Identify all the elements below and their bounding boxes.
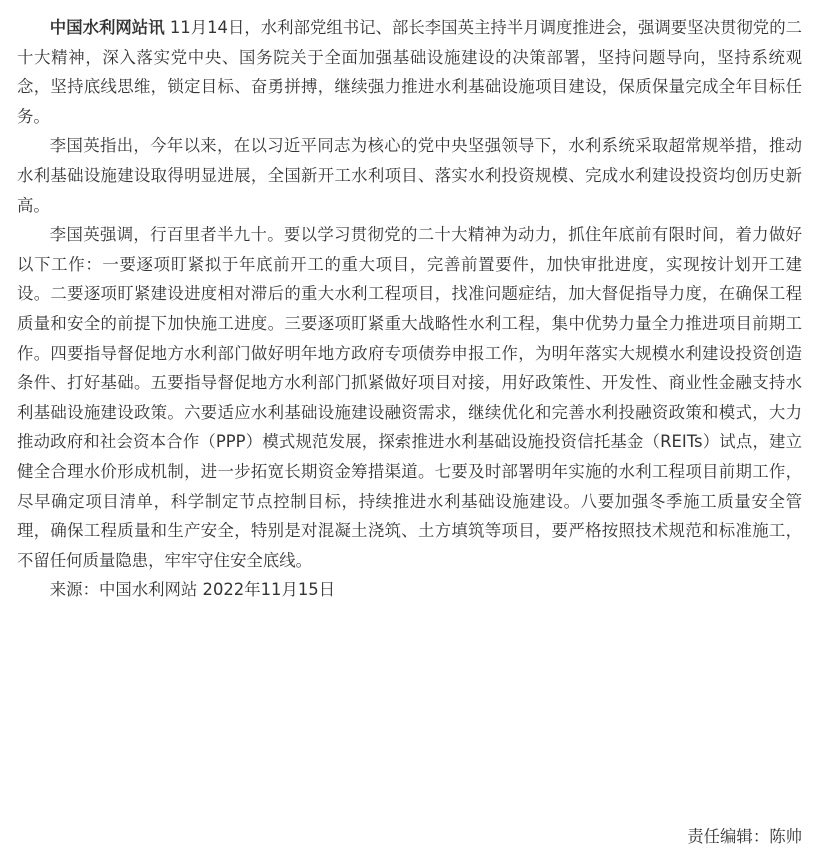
paragraph-tasks: 李国英强调，行百里者半九十。要以学习贯彻党的二十大精神为动力，抓住年底前有限时间，着力做好以下工作：一要逐项盯紧拟于年底前开工的重大项目，完善前置要件，加快审批进度，实现按计划开工建设。二要逐项盯紧建设进度相对滞后的重大水利工程项目，找准问题症结，加大督促指导力度，在确保工程质量和安全的前提下加快施工进度。三要逐项盯紧重大战略性水利工程，集中优势力量全力推进项目前期工作。四要指导督促地方水利部门做好明年地方政府专项债券申报工作，为明年落实大规模水利建设投资创造条件、打好基础。五要指导督促地方水利部门抓紧做好项目对接，用好政策性、开发性、商业性金融支持水利基础设施建设政策。六要适应水利基础设施建设融资需求，继续优化和完善水利投融资政策和模式，大力推动政府和社会资本合作（PPP）模式规范发展，探索推进水利基础设施投资信托基金（REITs）试点，建立健全合理水价形成机制，进一步拓宽长期资金筹措渠道。七要及时部署明年实施的水利工程项目前期工作，尽早确定项目清单，科学制定节点控制目标，持续推进水利基础设施建设。八要加强冬季施工质量安全管理，确保工程质量和生产安全，特别是对混凝土浇筑、土方填筑等项目，要严格按照技术规范和标准施工，不留任何质量隐患，牢牢守住安全底线。	[17, 225, 802, 570]
news-source-lead: 中国水利网站讯	[49, 18, 165, 37]
paragraph-progress: 李国英指出，今年以来，在以习近平同志为核心的党中央坚强领导下，水利系统采取超常规举措，推动水利基础设施建设取得明显进展，全国新开工水利项目、落实水利投资规模、完成水利建设投资均创历史新高。	[17, 136, 802, 215]
responsible-editor: 责任编辑：陈帅	[687, 827, 802, 846]
paragraph-intro-text: 11月14日，水利部党组书记、部长李国英主持半月调度推进会，强调要坚决贯彻党的二十大精神，深入落实党中央、国务院关于全面加强基础设施建设的决策部署，坚持问题导向，坚持系统观念，坚持底线思维，锁定目标、奋勇拼搏，继续强力推进水利基础设施项目建设，保质保量完成全年目标任务。	[17, 18, 803, 126]
paragraph-intro	[17, 13, 802, 131]
article-source: 来源：中国水利网站 2022年11月15日	[49, 580, 336, 600]
